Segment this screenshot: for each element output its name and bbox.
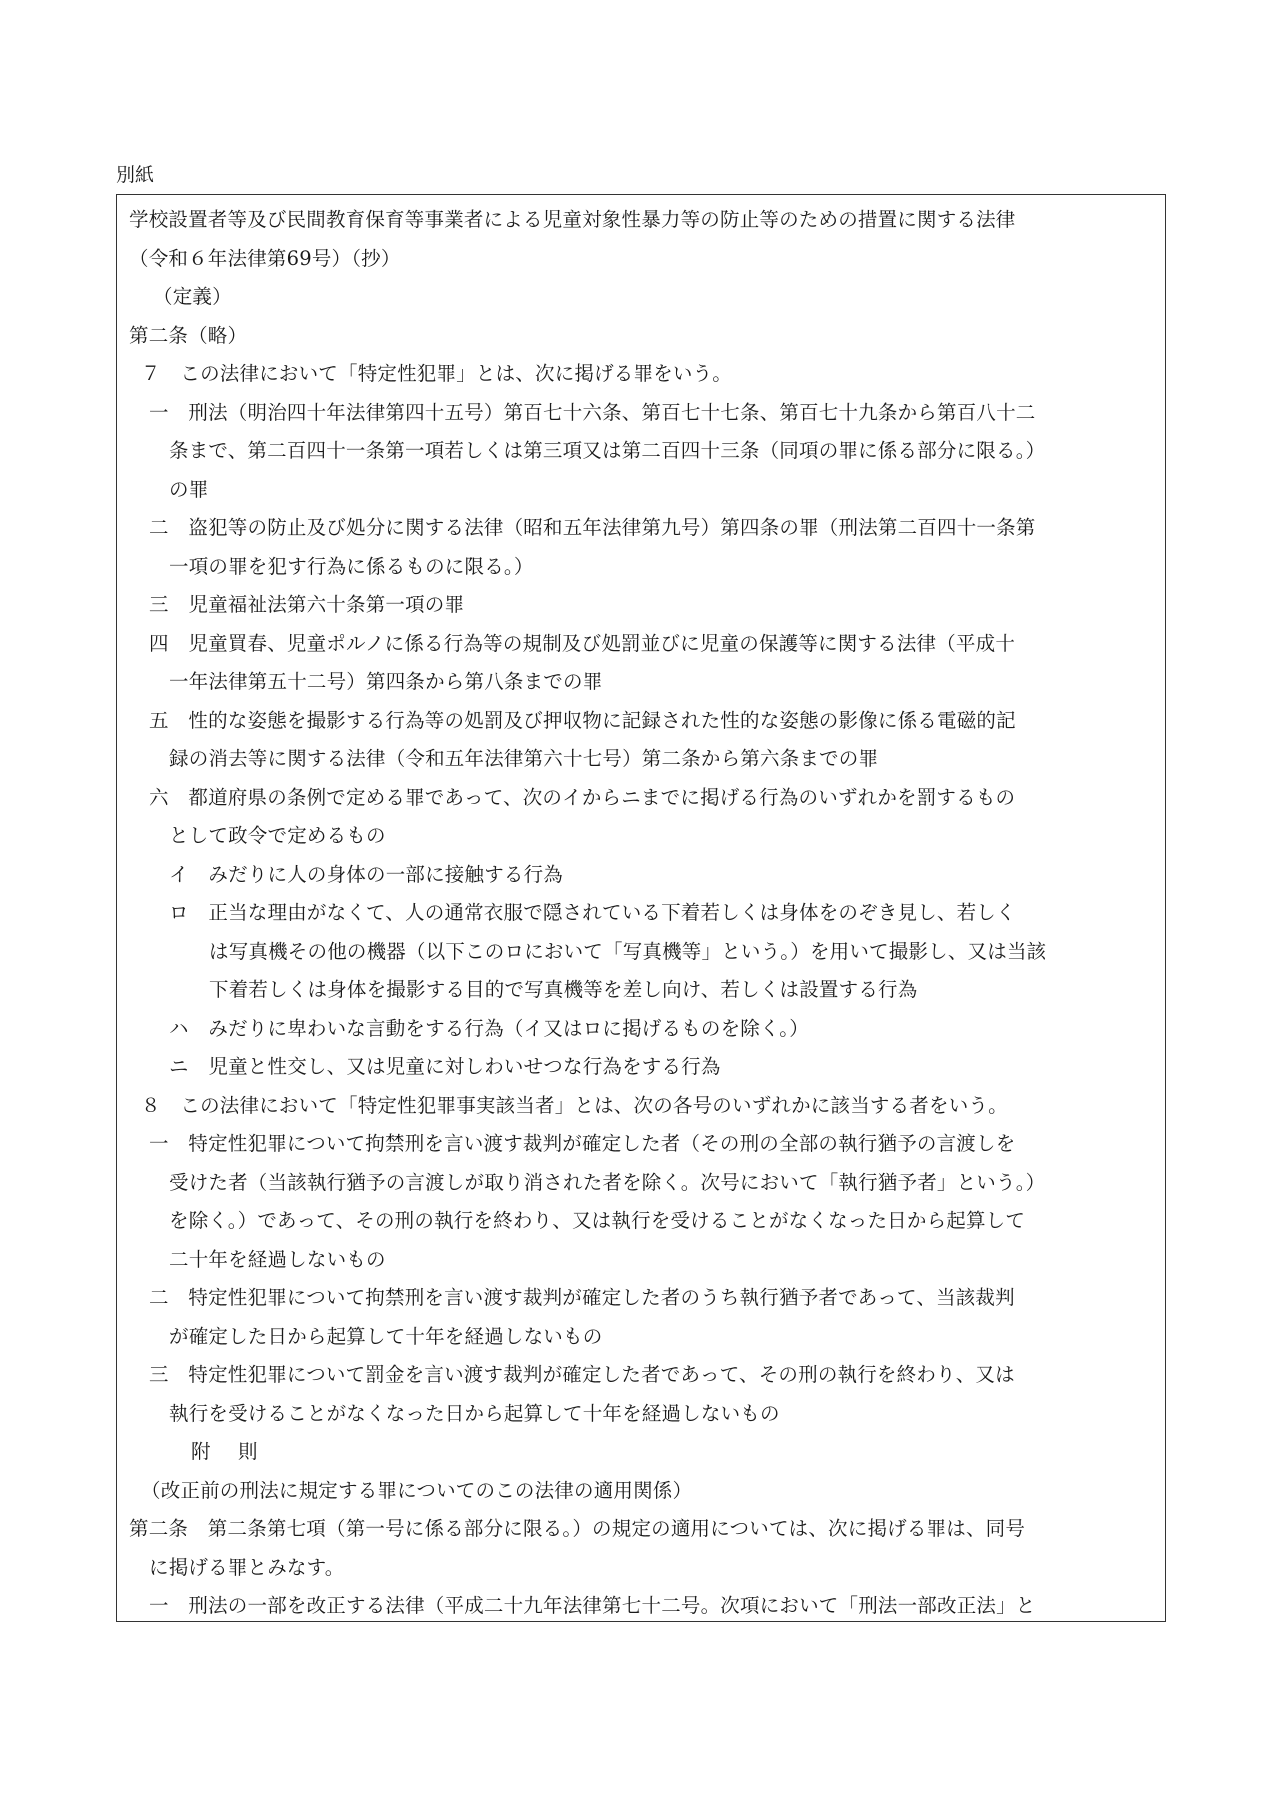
law-text-line: 執行を受けることがなくなった日から起算して十年を経過しないもの (169, 1401, 780, 1425)
law-text-line: が確定した日から起算して十年を経過しないもの (169, 1324, 603, 1348)
law-text-line: は写真機その他の機器（以下このロにおいて「写真機等」という。）を用いて撮影し、又は当該 (209, 939, 1047, 963)
law-text-line: （定義） (153, 285, 232, 308)
law-text-line: ７ この法律において「特定性犯罪」とは、次に掲げる罪をいう。 (141, 362, 733, 385)
law-text-line: 録の消去等に関する法律（令和五年法律第六十七号）第二条から第六条までの罪 (169, 747, 879, 770)
law-text-line: イ みだりに人の身体の一部に接触する行為 (169, 862, 564, 886)
law-text-line: 下着若しくは身体を撮影する目的で写真機等を差し向け、若しくは設置する行為 (209, 978, 918, 1001)
law-text-line: （改正前の刑法に規定する罪についてのこの法律の適用関係） (141, 1478, 693, 1502)
law-text-line: 六 都道府県の条例で定める罪であって、次のイからニまでに掲げる行為のいずれかを罰するもの (149, 785, 1016, 809)
law-text-line: 第二条 第二条第七項（第一号に係る部分に限る。）の規定の適用については、次に掲げる罪は、同号 (129, 1517, 1026, 1540)
law-text-line: 第二条（略） (129, 323, 248, 347)
law-text-line: に掲げる罪とみなす。 (149, 1555, 345, 1579)
law-text-line: 一項の罪を犯す行為に係るものに限る。） (169, 554, 534, 578)
law-text-line: 四 児童買春、児童ポルノに係る行為等の規制及び処罰並びに児童の保護等に関する法律（平成十 (149, 631, 1016, 655)
law-text-line: 五 性的な姿態を撮影する行為等の処罰及び押収物に記録された性的な姿態の影像に係る電磁的記 (149, 708, 1016, 732)
law-text-line: の罪 (169, 477, 209, 501)
attachment-label: 別紙 (116, 164, 155, 186)
law-text-line: 三 児童福祉法第六十条第一項の罪 (149, 593, 465, 616)
law-text-line: 二 特定性犯罪について拘禁刑を言い渡す裁判が確定した者のうち執行猶予者であって、当該裁判 (149, 1286, 1015, 1309)
law-text-line: を除く。）であって、その刑の執行を終わり、又は執行を受けることがなくなった日から起算して (169, 1209, 1026, 1232)
law-text-line: 三 特定性犯罪について罰金を言い渡す裁判が確定した者であって、その刑の執行を終わり、又は (149, 1363, 1015, 1386)
law-text-line: として政令で定めるもの (169, 824, 386, 847)
law-text-line: ８ この法律において「特定性犯罪事実該当者」とは、次の各号のいずれかに該当する者をいう。 (141, 1093, 1008, 1117)
law-text-line: 附 則 (191, 1440, 262, 1463)
law-excerpt-box (116, 194, 1166, 1622)
law-text-line: 受けた者（当該執行猶予の言渡しが取り消された者を除く。次号において「執行猶予者」という。） (169, 1170, 1046, 1194)
law-text-line: （令和６年法律第69号）（抄） (129, 246, 401, 270)
law-text-line: ロ 正当な理由がなくて、人の通常衣服で隠されている下着若しくは身体をのぞき見し、若しく (169, 901, 1016, 924)
law-text-line: 一 刑法の一部を改正する法律（平成二十九年法律第七十二号。次項において「刑法一部改正法」と (149, 1594, 1036, 1617)
law-text-line: ハ みだりに卑わいな言動をする行為（イ又はロに掲げるものを除く。） (169, 1016, 809, 1040)
law-text-line: 二 盗犯等の防止及び処分に関する法律（昭和五年法律第九号）第四条の罪（刑法第二百四十一条第 (149, 516, 1036, 539)
law-text-line: 一年法律第五十二号）第四条から第八条までの罪 (169, 670, 603, 693)
law-text-line: 一 刑法（明治四十年法律第四十五号）第百七十六条、第百七十七条、第百七十九条から第百八十二 (149, 400, 1036, 424)
law-text-line: ニ 児童と性交し、又は児童に対しわいせつな行為をする行為 (169, 1055, 721, 1078)
law-text-line: 二十年を経過しないもの (169, 1247, 386, 1271)
law-text-line: 条まで、第二百四十一条第一項若しくは第三項又は第二百四十三条（同項の罪に係る部分に限る。） (169, 439, 1046, 462)
law-text-line: 一 特定性犯罪について拘禁刑を言い渡す裁判が確定した者（その刑の全部の執行猶予の言渡しを (149, 1132, 1016, 1155)
law-text-line: 学校設置者等及び民間教育保育等事業者による児童対象性暴力等の防止等のための措置に関する法律 (129, 208, 1016, 231)
